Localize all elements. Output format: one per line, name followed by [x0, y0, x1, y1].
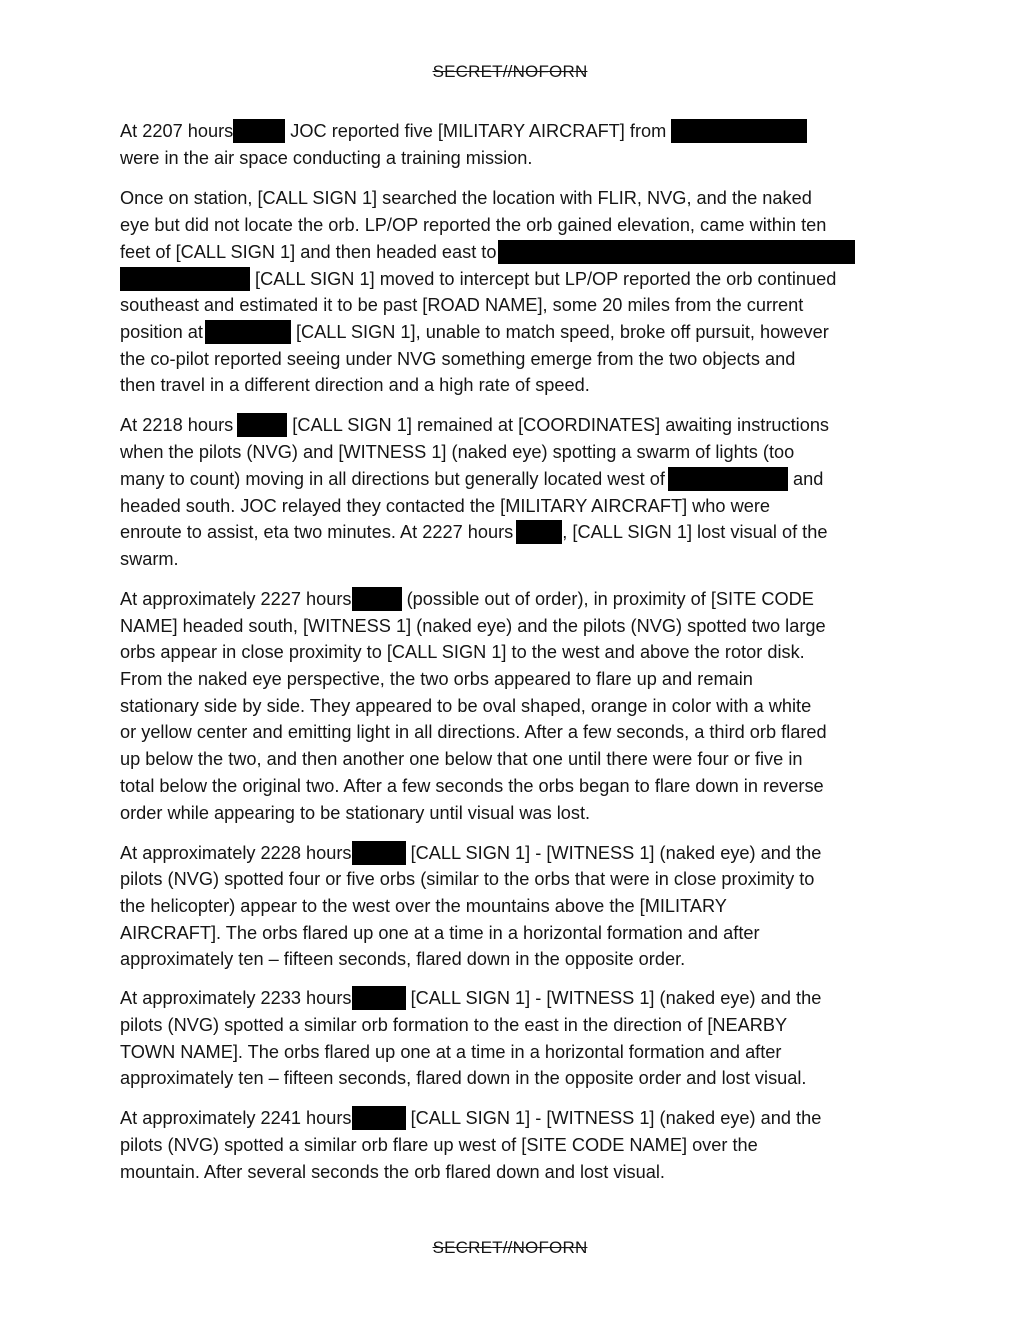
text-line: [120, 519, 827, 546]
redaction-block: [237, 413, 287, 437]
text-span: At 2218 hours: [120, 415, 234, 435]
text-line: stationary side by side. They appeared to be oval shaped, orange in color with a white: [120, 696, 812, 716]
redaction-block: [668, 467, 788, 491]
text-line: orbs appear in close proximity to [CALL SIGN 1] to the west and above the rotor disk.: [120, 642, 805, 662]
classification-marking-bottom: SECRET//NOFORN: [432, 1238, 588, 1257]
text-line: From the naked eye perspective, the two orbs appeared to flare up and remain: [120, 669, 753, 689]
text-span: enroute to assist, eta two minutes. At 2227 hours: [120, 522, 514, 542]
text-line: [120, 466, 823, 493]
text-line: pilots (NVG) spotted a similar orb flare up west of [SITE CODE NAME] over the: [120, 1135, 758, 1155]
text-line: [120, 118, 807, 145]
text-span: [CALL SIGN 1] remained at [COORDINATES] awaiting instructions: [287, 415, 830, 435]
text-line: [120, 586, 814, 613]
text-line: eye but did not locate the orb. LP/OP reported the orb gained elevation, came within ten: [120, 215, 827, 235]
text-span: At approximately 2227 hours: [120, 589, 352, 609]
redaction-block: [352, 587, 402, 611]
text-line: approximately ten – fifteen seconds, flared down in the opposite order.: [120, 949, 686, 969]
text-line: when the pilots (NVG) and [WITNESS 1] (naked eye) spotting a swarm of lights (too: [120, 442, 795, 462]
text-line: [120, 840, 821, 867]
text-line: mountain. After several seconds the orb flared down and lost visual.: [120, 1162, 665, 1182]
text-line: swarm.: [120, 549, 179, 569]
text-line: pilots (NVG) spotted a similar orb formation to the east in the direction of [NEARBY: [120, 1015, 788, 1035]
text-line: or yellow center and emitting light in all directions. After a few seconds, a third orb flared: [120, 722, 827, 742]
redaction-block: [671, 119, 807, 143]
redaction-block: [233, 119, 285, 143]
text-span: position at: [120, 322, 203, 342]
text-span: [CALL SIGN 1] - [WITNESS 1] (naked eye) and the: [405, 1108, 822, 1128]
text-line: [120, 412, 829, 439]
text-span: At approximately 2241 hours: [120, 1108, 352, 1128]
classification-marking-top: SECRET//NOFORN: [432, 62, 588, 81]
text-span: JOC reported five [MILITARY AIRCRAFT] from: [285, 121, 672, 141]
text-line: up below the two, and then another one below that one until there were four or five in: [120, 749, 803, 769]
redaction-block: [352, 986, 406, 1010]
text-line: headed south. JOC relayed they contacted the [MILITARY AIRCRAFT] who were: [120, 496, 771, 516]
redaction-block: [498, 240, 855, 264]
text-line: [120, 1105, 821, 1132]
text-span: many to count) moving in all directions but generally located west of: [120, 469, 665, 489]
text-line: [120, 319, 829, 346]
redaction-block: [205, 320, 291, 344]
text-line: NAME] headed south, [WITNESS 1] (naked eye) and the pilots (NVG) spotted two large: [120, 616, 826, 636]
text-span: and: [787, 469, 824, 489]
text-span: feet of [CALL SIGN 1] and then headed east to: [120, 242, 497, 262]
text-line: [120, 985, 821, 1012]
text-line: the co-pilot reported seeing under NVG something emerge from the two objects and: [120, 349, 796, 369]
text-line: then travel in a different direction and a high rate of speed.: [120, 375, 590, 395]
text-span: [CALL SIGN 1], unable to match speed, broke off pursuit, however: [290, 322, 829, 342]
text-span: At approximately 2228 hours: [120, 843, 352, 863]
text-line: TOWN NAME]. The orbs flared up one at a time in a horizontal formation and after: [120, 1042, 782, 1062]
text-line: the helicopter) appear to the west over the mountains above the [MILITARY: [120, 896, 727, 916]
text-line: approximately ten – fifteen seconds, flared down in the opposite order and lost visual.: [120, 1068, 807, 1088]
text-line: Once on station, [CALL SIGN 1] searched the location with FLIR, NVG, and the naked: [120, 188, 812, 208]
text-span: [CALL SIGN 1] - [WITNESS 1] (naked eye) and the: [405, 988, 822, 1008]
text-line: total below the original two. After a few seconds the orbs began to flare down in reverse: [120, 776, 824, 796]
text-span: (possible out of order), in proximity of [SITE CODE: [401, 589, 814, 609]
text-line: were in the air space conducting a training mission.: [120, 148, 533, 168]
text-line: order while appearing to be stationary until visual was lost.: [120, 803, 591, 823]
text-span: [CALL SIGN 1] moved to intercept but LP/OP reported the orb continued: [250, 269, 837, 289]
text-line: southeast and estimated it to be past [ROAD NAME], some 20 miles from the current: [120, 295, 804, 315]
redaction-block: [120, 267, 250, 291]
text-span: At 2207 hours: [120, 121, 234, 141]
redaction-block: [352, 1106, 406, 1130]
text-line: [120, 266, 836, 293]
text-line: [120, 239, 855, 266]
text-span: , [CALL SIGN 1] lost visual of the: [562, 522, 828, 542]
text-line: AIRCRAFT]. The orbs flared up one at a time in a horizontal formation and after: [120, 923, 760, 943]
text-span: [CALL SIGN 1] - [WITNESS 1] (naked eye) and the: [405, 843, 822, 863]
redaction-block: [516, 520, 562, 544]
text-span: At approximately 2233 hours: [120, 988, 352, 1008]
redaction-block: [352, 841, 406, 865]
text-line: pilots (NVG) spotted four or five orbs (similar to the orbs that were in close proximity to: [120, 869, 815, 889]
